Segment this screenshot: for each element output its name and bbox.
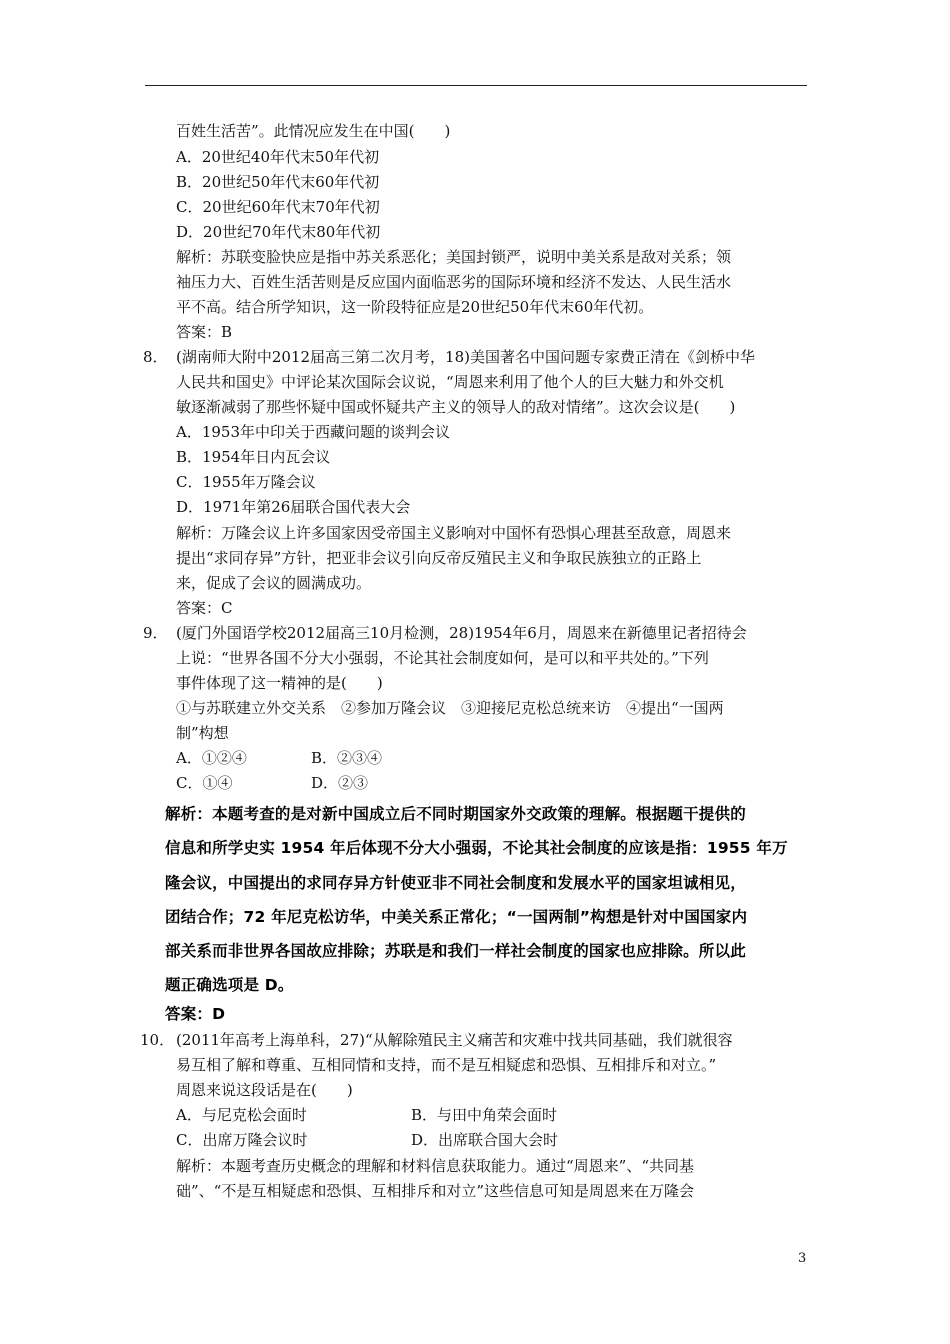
q10-option-b: B．与田中角荣会面时 bbox=[411, 1106, 558, 1124]
q8-number: 8． bbox=[143, 348, 168, 366]
q10-option-a: A．与尼克松会面时 bbox=[176, 1106, 307, 1124]
q7-analysis-line: 解析：苏联变脸快应是指中苏关系恶化；美国封锁严，说明中美关系是敌对关系；领 bbox=[176, 248, 732, 266]
q8-answer: 答案：C bbox=[176, 599, 233, 617]
q7-stem: 百姓生活苦”。此情况应发生在中国( ) bbox=[176, 122, 451, 140]
q10-analysis-line: 解析：本题考查历史概念的理解和材料信息获取能力。通过“周恩来”、“共同基 bbox=[176, 1157, 695, 1175]
q8-option-d: D．1971年第26届联合国代表大会 bbox=[176, 498, 411, 516]
q9-answer: 答案：D bbox=[165, 1005, 226, 1023]
q10-stem-line: 易互相了解和尊重、互相同情和支持，而不是互相疑虑和恐惧、互相排斥和对立。” bbox=[176, 1056, 717, 1074]
q9-option-d: D．②③ bbox=[311, 774, 369, 792]
q10-option-d: D．出席联合国大会时 bbox=[411, 1131, 559, 1149]
q9-option-b: B．②③④ bbox=[311, 749, 383, 767]
q10-number: 10． bbox=[140, 1031, 175, 1049]
q7-option-d: D．20世纪70年代末80年代初 bbox=[176, 223, 381, 241]
q9-number: 9． bbox=[143, 624, 168, 642]
q8-option-b: B．1954年日内瓦会议 bbox=[176, 448, 331, 466]
q7-analysis-line: 平不高。结合所学知识，这一阶段特征应是20世纪50年代末60年代初。 bbox=[176, 298, 654, 316]
q10-option-c: C．出席万隆会议时 bbox=[176, 1131, 308, 1149]
q8-stem-line: 人民共和国史》中评论某次国际会议说，“周恩来利用了他个人的巨大魅力和外交机 bbox=[176, 373, 724, 391]
q8-analysis-line: 来，促成了会议的圆满成功。 bbox=[176, 574, 372, 592]
q8-stem-line: 敏逐渐减弱了那些怀疑中国或怀疑共产主义的领导人的敌对情绪”。这次会议是( ) bbox=[176, 398, 736, 416]
q9-analysis-line: 解析：本题考查的是对新中国成立后不同时期国家外交政策的理解。根据题干提供的 bbox=[165, 805, 746, 823]
q7-option-c: C．20世纪60年代末70年代初 bbox=[176, 198, 380, 216]
q9-stem-line: 上说：“世界各国不分大小强弱，不论其社会制度如何，是可以和平共处的。”下列 bbox=[176, 649, 709, 667]
q10-stem-line: (2011年高考上海单科，27)“从解除殖民主义痛苦和灾难中找共同基础，我们就很容 bbox=[176, 1031, 733, 1049]
q8-stem-line: (湖南师大附中2012届高三第二次月考，18)美国著名中国问题专家费正清在《剑桥中华 bbox=[176, 348, 755, 366]
q9-analysis-line: 团结合作；72 年尼克松访华，中美关系正常化；“一国两制”构想是针对中国国家内 bbox=[165, 908, 748, 926]
q9-option-c: C．①④ bbox=[176, 774, 233, 792]
q9-analysis-line: 信息和所学史实 1954 年后体现不分大小强弱，不论其社会制度的应该是指：1955 年万 bbox=[165, 839, 788, 857]
q9-stem-line: (厦门外国语学校2012届高三10月检测，28)1954年6月，周恩来在新德里记者招待会 bbox=[176, 624, 747, 642]
page-number: 3 bbox=[798, 1251, 807, 1266]
q8-analysis-line: 提出“求同存异”方针，把亚非会议引向反帝反殖民主义和争取民族独立的正路上 bbox=[176, 549, 702, 567]
q9-stem-line: ①与苏联建立外交关系 ②参加万隆会议 ③迎接尼克松总统来访 ④提出“一国两 bbox=[176, 699, 724, 717]
header-rule bbox=[145, 85, 807, 86]
q10-analysis-line: 础”、“不是互相疑虑和恐惧、互相排斥和对立”这些信息可知是周恩来在万隆会 bbox=[176, 1182, 695, 1200]
q10-stem-line: 周恩来说这段话是在( ) bbox=[176, 1081, 353, 1099]
q8-option-a: A．1953年中印关于西藏问题的谈判会议 bbox=[176, 423, 451, 441]
q7-analysis-line: 袖压力大、百姓生活苦则是反应国内面临恶劣的国际环境和经济不发达、人民生活水 bbox=[176, 273, 732, 291]
q7-option-a: A．20世纪40年代末50年代初 bbox=[176, 148, 380, 166]
q9-analysis-line: 题正确选项是 D。 bbox=[165, 976, 294, 994]
q9-stem-line: 制”构想 bbox=[176, 724, 229, 742]
q9-analysis-line: 隆会议，中国提出的求同存异方针使亚非不同社会制度和发展水平的国家坦诚相见， bbox=[165, 874, 746, 892]
q7-option-b: B．20世纪50年代末60年代初 bbox=[176, 173, 380, 191]
q7-answer: 答案：B bbox=[176, 323, 233, 341]
q9-analysis-line: 部关系而非世界各国故应排除；苏联是和我们一样社会制度的国家也应排除。所以此 bbox=[165, 942, 746, 960]
q8-analysis-line: 解析：万隆会议上许多国家因受帝国主义影响对中国怀有恐惧心理甚至敌意，周恩来 bbox=[176, 524, 732, 542]
q9-stem-line: 事件体现了这一精神的是( ) bbox=[176, 674, 383, 692]
q9-option-a: A．①②④ bbox=[176, 749, 247, 767]
q8-option-c: C．1955年万隆会议 bbox=[176, 473, 316, 491]
